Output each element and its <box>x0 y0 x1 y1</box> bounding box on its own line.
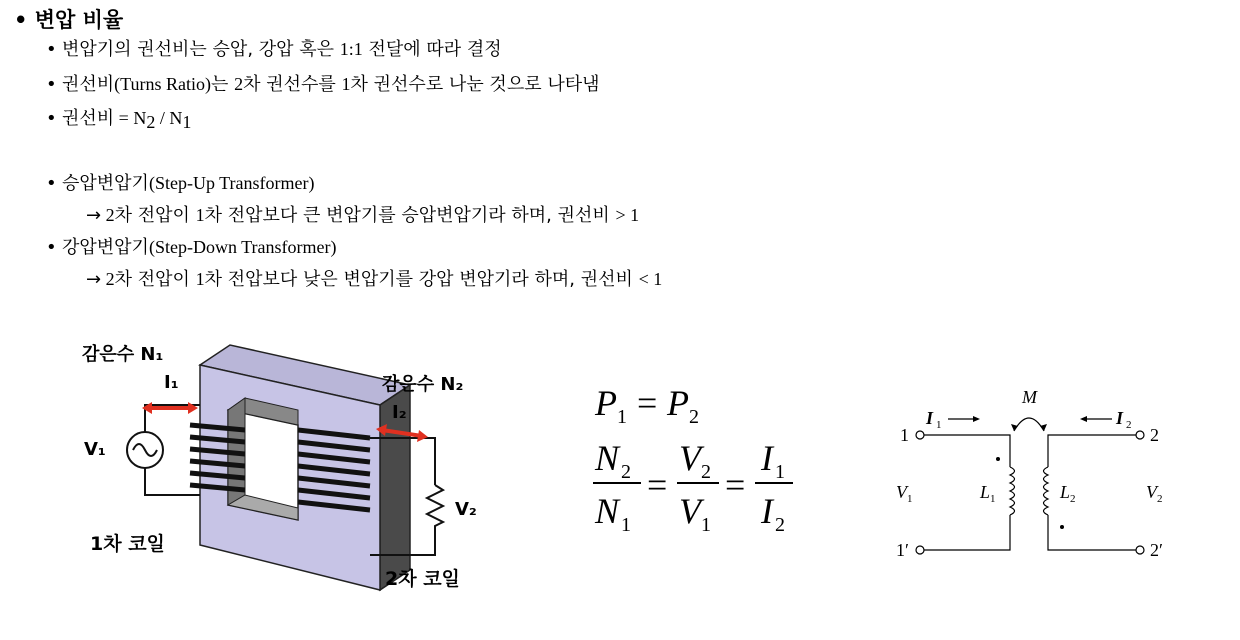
label-secondary-coil: 2차 코일 <box>385 568 460 590</box>
coupled-inductor-circuit <box>880 375 1180 575</box>
bullet-turns-ratio-definition: • 권선비(Turns Ratio)는 2차 권선수를 1차 권선수로 나눈 것으로 나타냄 <box>46 74 600 95</box>
svg-text:1: 1 <box>617 406 627 428</box>
svg-text:2: 2 <box>621 461 631 483</box>
svg-text:1: 1 <box>900 425 909 445</box>
transformer-equations <box>585 375 815 545</box>
arrow-right-icon: → <box>86 205 102 226</box>
svg-text:V: V <box>896 482 907 502</box>
svg-text:I: I <box>1116 408 1124 428</box>
svg-text:2: 2 <box>701 461 711 483</box>
inductor-l1-icon <box>1010 467 1015 515</box>
svg-text:1: 1 <box>621 514 631 536</box>
svg-text:2: 2 <box>1070 493 1076 505</box>
svg-text:V: V <box>1146 482 1157 502</box>
polarity-dot-2 <box>1060 525 1064 529</box>
step-up-explanation: → 2차 전압이 1차 전압보다 큰 변압기를 승압변압기라 하며, 권선비 > 1 <box>86 205 640 226</box>
svg-text:=: = <box>637 383 658 423</box>
terminal-1-prime <box>916 546 924 554</box>
bullet-step-up: • 승압변압기(Step-Up Transformer) <box>46 173 315 194</box>
svg-text:1: 1 <box>936 419 942 431</box>
circuit-labels <box>896 387 1163 560</box>
svg-text:N: N <box>595 491 620 531</box>
step-down-explanation: → 2차 전압이 1차 전압보다 낮은 변압기를 강압 변압기라 하며, 권선비 < 1 <box>86 269 663 290</box>
svg-text:I: I <box>761 491 773 531</box>
terminal-2 <box>1136 431 1144 439</box>
arrow-right-icon: → <box>86 269 102 290</box>
svg-text:N: N <box>595 438 620 478</box>
terminal-1 <box>916 431 924 439</box>
label-i2: I₂ <box>392 402 407 423</box>
svg-text:1: 1 <box>701 514 711 536</box>
svg-text:2′: 2′ <box>1150 540 1163 560</box>
svg-text:1: 1 <box>775 461 785 483</box>
label-v2: V₂ <box>455 499 477 520</box>
svg-text:=: = <box>647 465 668 505</box>
svg-text:M: M <box>1022 387 1037 407</box>
svg-text:L: L <box>980 482 991 502</box>
svg-text:1′: 1′ <box>896 540 909 560</box>
ratio-equation <box>593 438 793 536</box>
svg-text:L: L <box>1060 482 1071 502</box>
svg-text:1: 1 <box>907 493 913 505</box>
svg-text:I: I <box>926 408 934 428</box>
svg-text:2: 2 <box>775 514 785 536</box>
svg-text:2: 2 <box>689 406 699 428</box>
svg-text:P: P <box>595 383 617 423</box>
svg-text:P: P <box>667 383 689 423</box>
svg-text:V: V <box>679 491 701 531</box>
svg-text:V: V <box>679 438 701 478</box>
terminal-2-prime <box>1136 546 1144 554</box>
bullet-turns-ratio-decision: • 변압기의 권선비는 승압, 강압 혹은 1:1 전달에 따라 결정 <box>46 39 502 60</box>
label-turns-n1: 감은수 N₁ <box>82 344 164 365</box>
svg-text:2: 2 <box>1126 419 1132 431</box>
current-arrow-i1 <box>142 402 198 414</box>
svg-text:I: I <box>761 438 773 478</box>
label-i1: I₁ <box>164 372 179 393</box>
power-equation <box>594 383 699 428</box>
svg-text:1: 1 <box>990 493 996 505</box>
inductor-l2-icon <box>1044 467 1049 515</box>
bullet-turns-ratio-formula: • 권선비 = $N_2 / N_1$ <box>46 108 192 132</box>
bullet-step-down: • 강압변압기(Step-Down Transformer) <box>46 237 337 258</box>
label-primary-coil: 1차 코일 <box>90 533 165 555</box>
svg-text:=: = <box>725 465 746 505</box>
svg-text:2: 2 <box>1157 493 1163 505</box>
section-heading: • 변압 비율 <box>14 8 124 32</box>
polarity-dot-1 <box>996 457 1000 461</box>
label-v1: V₁ <box>84 439 106 460</box>
transformer-illustration <box>70 330 500 600</box>
mutual-coupling-arc <box>1014 418 1044 431</box>
label-turns-n2: 감은수 N₂ <box>382 374 464 395</box>
svg-text:2: 2 <box>1150 425 1159 445</box>
